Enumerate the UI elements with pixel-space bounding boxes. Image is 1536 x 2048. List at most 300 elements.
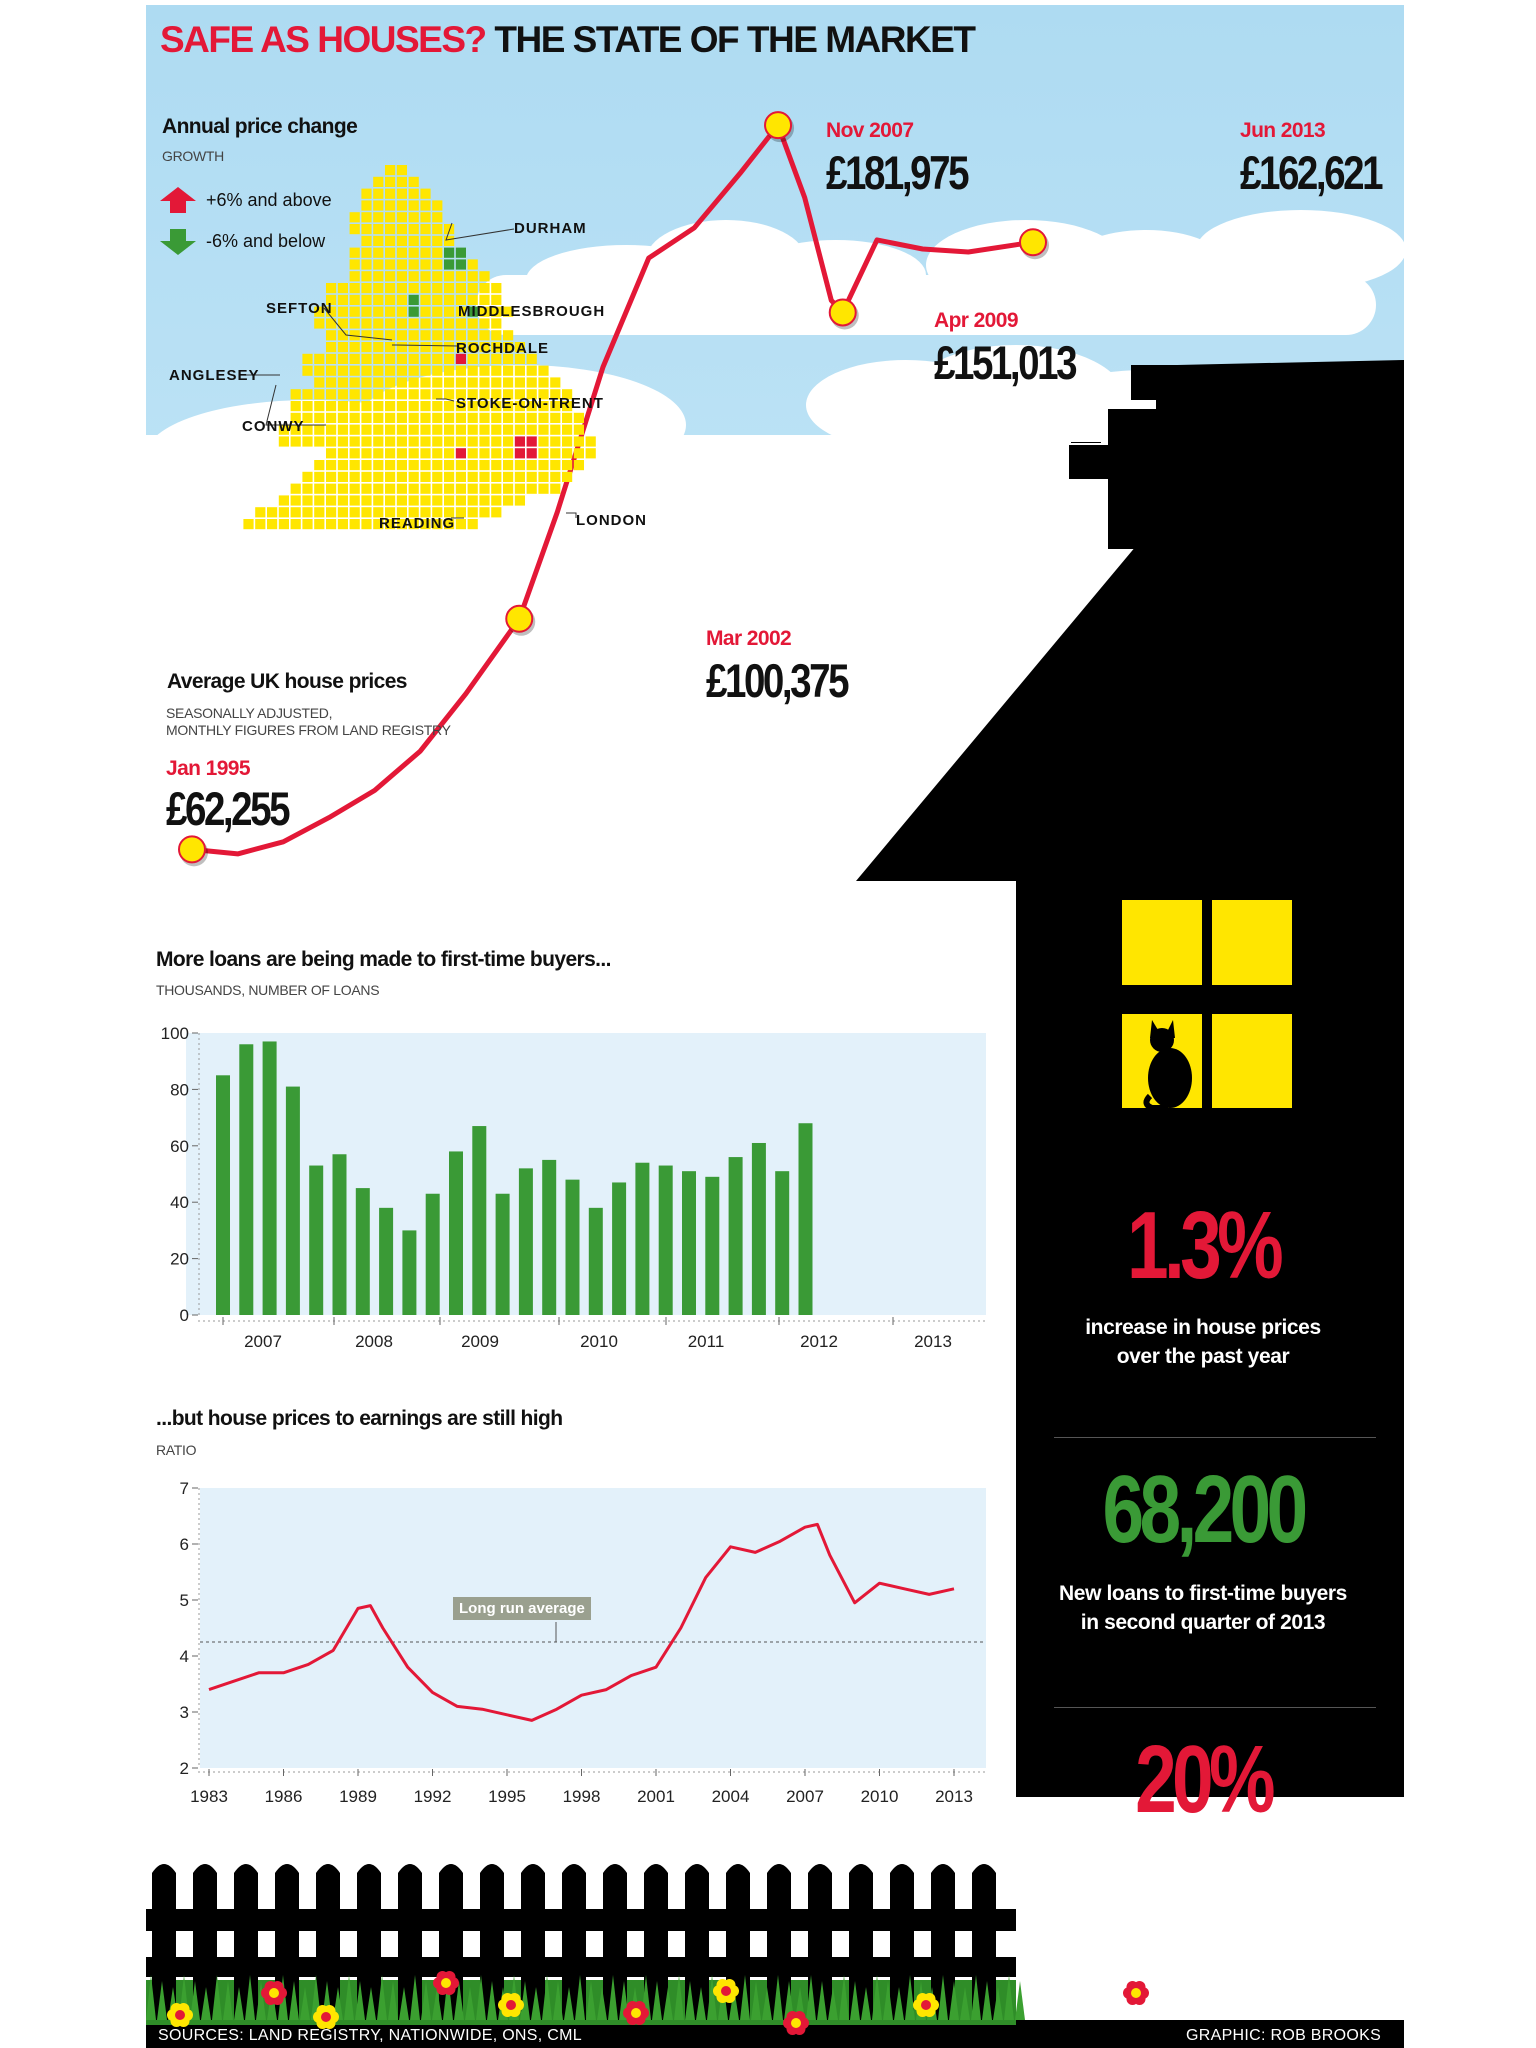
map-cell bbox=[409, 448, 419, 458]
map-cell bbox=[420, 248, 430, 258]
map-cell bbox=[456, 460, 466, 470]
cat-icon bbox=[1140, 1018, 1202, 1108]
map-cell bbox=[456, 519, 466, 529]
map-cell bbox=[397, 307, 407, 317]
loans-bar bbox=[263, 1041, 277, 1315]
map-cell bbox=[361, 236, 371, 246]
map-cell bbox=[397, 425, 407, 435]
map-cell bbox=[350, 495, 360, 505]
map-cell bbox=[515, 413, 525, 423]
ratio-x-tick: 2013 bbox=[935, 1787, 973, 1806]
map-cell bbox=[432, 401, 442, 411]
map-cell bbox=[302, 472, 312, 482]
map-cell bbox=[326, 484, 336, 494]
map-cell bbox=[444, 236, 454, 246]
ratio-x-tick: 1995 bbox=[488, 1787, 526, 1806]
map-cell bbox=[397, 318, 407, 328]
map-cell bbox=[361, 413, 371, 423]
fence-picket bbox=[849, 1864, 873, 2020]
callout-value-apr2009: £151,013 bbox=[934, 336, 1076, 389]
map-cell bbox=[409, 484, 419, 494]
arrow-up-icon bbox=[158, 185, 198, 215]
map-cell bbox=[361, 330, 371, 340]
map-cell bbox=[397, 460, 407, 470]
map-leader-line bbox=[566, 513, 576, 518]
map-cell bbox=[409, 401, 419, 411]
map-cell bbox=[326, 425, 336, 435]
label-conwy: CONWY bbox=[242, 418, 305, 435]
map-cell bbox=[527, 460, 537, 470]
loans-x-tick: 2012 bbox=[800, 1332, 838, 1351]
ratio-y-tick: 3 bbox=[179, 1703, 189, 1722]
map-cell bbox=[444, 425, 454, 435]
map-cell bbox=[574, 413, 584, 423]
loans-bar bbox=[309, 1166, 323, 1315]
map-cell bbox=[420, 236, 430, 246]
arrow-down-icon bbox=[158, 227, 198, 257]
map-cell bbox=[420, 377, 430, 387]
map-cell bbox=[444, 484, 454, 494]
map-cell bbox=[479, 460, 489, 470]
map-cell bbox=[468, 507, 478, 517]
map-cell bbox=[468, 460, 478, 470]
ratio-x-tick: 1986 bbox=[264, 1787, 303, 1806]
map-cell bbox=[432, 425, 442, 435]
map-cell bbox=[527, 436, 537, 446]
loans-bar bbox=[799, 1123, 813, 1315]
fence-and-grass bbox=[146, 1855, 1404, 2048]
loans-bar bbox=[705, 1177, 719, 1315]
map-cell bbox=[291, 495, 301, 505]
map-cell bbox=[385, 472, 395, 482]
map-cell bbox=[491, 448, 501, 458]
loans-chart-title: More loans are being made to first-time buyers... bbox=[156, 948, 611, 971]
map-cell bbox=[397, 495, 407, 505]
map-cell bbox=[385, 259, 395, 269]
map-cell bbox=[338, 507, 348, 517]
map-cell bbox=[468, 259, 478, 269]
map-cell bbox=[314, 354, 324, 364]
loans-bar bbox=[589, 1208, 603, 1315]
map-cell bbox=[385, 389, 395, 399]
map-cell bbox=[444, 330, 454, 340]
map-cell bbox=[267, 507, 277, 517]
title-main: THE STATE OF THE MARKET bbox=[494, 19, 975, 60]
map-cell bbox=[373, 436, 383, 446]
map-cell bbox=[574, 460, 584, 470]
map-cell bbox=[397, 342, 407, 352]
map-cell bbox=[350, 224, 360, 234]
map-cell bbox=[420, 413, 430, 423]
map-cell bbox=[373, 377, 383, 387]
map-cell bbox=[527, 484, 537, 494]
map-cell bbox=[503, 436, 513, 446]
map-cell bbox=[350, 507, 360, 517]
map-cell bbox=[479, 377, 489, 387]
map-cell bbox=[527, 425, 537, 435]
map-cell bbox=[420, 401, 430, 411]
map-cell bbox=[444, 318, 454, 328]
map-cell bbox=[456, 248, 466, 258]
map-cell bbox=[456, 366, 466, 376]
map-cell bbox=[409, 212, 419, 222]
map-cell bbox=[468, 484, 478, 494]
map-cell bbox=[515, 436, 525, 446]
map-cell bbox=[432, 389, 442, 399]
map-cell bbox=[479, 484, 489, 494]
map-cell bbox=[444, 401, 454, 411]
map-cell bbox=[420, 425, 430, 435]
map-cell bbox=[479, 448, 489, 458]
map-cell bbox=[326, 519, 336, 529]
map-cell bbox=[361, 366, 371, 376]
ratio-y-tick: 5 bbox=[179, 1591, 189, 1610]
map-cell bbox=[479, 413, 489, 423]
map-cell bbox=[456, 484, 466, 494]
map-cell bbox=[385, 330, 395, 340]
map-cell bbox=[538, 448, 548, 458]
map-cell bbox=[491, 460, 501, 470]
map-cell bbox=[373, 366, 383, 376]
map-cell bbox=[338, 425, 348, 435]
map-cell bbox=[361, 354, 371, 364]
map-cell bbox=[326, 354, 336, 364]
map-cell bbox=[444, 342, 454, 352]
loans-y-tick: 60 bbox=[170, 1136, 189, 1156]
stat-3-text: The equity loan to first-time buyers of new builds offered by the Government bbox=[1065, 1858, 1341, 1939]
map-cell bbox=[527, 366, 537, 376]
map-cell bbox=[409, 436, 419, 446]
map-cell bbox=[432, 295, 442, 305]
map-cell bbox=[538, 484, 548, 494]
map-cell bbox=[515, 495, 525, 505]
map-cell bbox=[409, 271, 419, 281]
map-cell bbox=[456, 495, 466, 505]
map-cell bbox=[373, 448, 383, 458]
map-cell bbox=[444, 283, 454, 293]
ratio-y-tick: 4 bbox=[179, 1647, 189, 1666]
map-cell bbox=[397, 330, 407, 340]
loans-x-tick: 2011 bbox=[687, 1332, 725, 1351]
map-cell bbox=[444, 366, 454, 376]
map-cell bbox=[385, 401, 395, 411]
map-cell bbox=[350, 283, 360, 293]
label-rochdale: ROCHDALE bbox=[456, 340, 549, 357]
callout-value-mar2002: £100,375 bbox=[706, 654, 848, 707]
map-cell bbox=[373, 283, 383, 293]
map-cell bbox=[361, 189, 371, 199]
map-cell bbox=[385, 224, 395, 234]
map-cell bbox=[444, 377, 454, 387]
map-cell bbox=[479, 366, 489, 376]
map-cell bbox=[420, 366, 430, 376]
map-cell bbox=[397, 401, 407, 411]
map-cell bbox=[361, 224, 371, 234]
map-cell bbox=[550, 448, 560, 458]
map-cell bbox=[420, 484, 430, 494]
map-cell bbox=[361, 318, 371, 328]
map-cell bbox=[432, 330, 442, 340]
map-cell bbox=[456, 413, 466, 423]
divider bbox=[1054, 1707, 1376, 1708]
map-cell bbox=[538, 377, 548, 387]
map-cell bbox=[338, 354, 348, 364]
loans-bar bbox=[333, 1154, 347, 1315]
map-cell bbox=[515, 425, 525, 435]
map-cell bbox=[409, 495, 419, 505]
legend-up: +6% and above bbox=[206, 190, 332, 210]
map-cell bbox=[432, 436, 442, 446]
map-cell bbox=[503, 413, 513, 423]
map-cell bbox=[397, 377, 407, 387]
ratio-x-tick: 1998 bbox=[562, 1787, 601, 1806]
map-cell bbox=[538, 413, 548, 423]
map-cell bbox=[314, 401, 324, 411]
stat-1-text: increase in house prices over the past year bbox=[1085, 1316, 1321, 1368]
map-cell bbox=[373, 271, 383, 281]
map-cell bbox=[479, 330, 489, 340]
map-cell bbox=[361, 295, 371, 305]
map-cell bbox=[432, 236, 442, 246]
price-marker bbox=[179, 836, 205, 862]
map-cell bbox=[409, 283, 419, 293]
map-cell bbox=[550, 472, 560, 482]
map-cell bbox=[491, 366, 501, 376]
map-cell bbox=[267, 519, 277, 529]
map-cell bbox=[279, 507, 289, 517]
map-cell bbox=[373, 177, 383, 187]
map-cell bbox=[385, 448, 395, 458]
loans-y-tick: 80 bbox=[170, 1080, 189, 1100]
map-cell bbox=[491, 472, 501, 482]
map-cell bbox=[444, 436, 454, 446]
loans-bar bbox=[286, 1087, 300, 1315]
map-cell bbox=[420, 283, 430, 293]
map-cell bbox=[468, 448, 478, 458]
map-cell bbox=[350, 448, 360, 458]
map-cell bbox=[456, 259, 466, 269]
map-cell bbox=[361, 389, 371, 399]
map-cell bbox=[385, 189, 395, 199]
map-cell bbox=[373, 425, 383, 435]
map-cell bbox=[420, 472, 430, 482]
loans-chart-subtitle: THOUSANDS, NUMBER OF LOANS bbox=[156, 982, 380, 998]
map-cell bbox=[326, 460, 336, 470]
map-cell bbox=[338, 401, 348, 411]
map-cell bbox=[479, 495, 489, 505]
map-cell bbox=[479, 271, 489, 281]
map-cell bbox=[373, 495, 383, 505]
price-marker bbox=[1020, 229, 1046, 255]
map-cell bbox=[409, 259, 419, 269]
map-cell bbox=[338, 460, 348, 470]
map-cell bbox=[361, 271, 371, 281]
map-cell bbox=[409, 413, 419, 423]
loans-y-tick: 0 bbox=[179, 1306, 189, 1325]
map-cell bbox=[397, 248, 407, 258]
map-cell bbox=[326, 389, 336, 399]
map-cell bbox=[350, 318, 360, 328]
map-cell bbox=[385, 366, 395, 376]
map-cell bbox=[397, 212, 407, 222]
map-cell bbox=[420, 212, 430, 222]
map-cell bbox=[314, 425, 324, 435]
map-cell bbox=[338, 342, 348, 352]
map-cell bbox=[456, 436, 466, 446]
map-cell bbox=[444, 389, 454, 399]
map-cell bbox=[432, 318, 442, 328]
callout-value-nov2007: £181,975 bbox=[826, 146, 968, 199]
map-cell bbox=[409, 354, 419, 364]
map-cell bbox=[456, 472, 466, 482]
map-cell bbox=[350, 248, 360, 258]
map-cell bbox=[444, 495, 454, 505]
map-cell bbox=[420, 224, 430, 234]
grass-blade bbox=[1015, 1981, 1025, 2020]
map-cell bbox=[361, 448, 371, 458]
map-cell bbox=[550, 377, 560, 387]
map-cell bbox=[385, 177, 395, 187]
map-cell bbox=[338, 472, 348, 482]
map-cell bbox=[503, 448, 513, 458]
loans-bar bbox=[752, 1143, 766, 1315]
map-cell bbox=[444, 472, 454, 482]
map-cell bbox=[373, 342, 383, 352]
map-cell bbox=[538, 366, 548, 376]
map-cell bbox=[279, 495, 289, 505]
loans-bar bbox=[216, 1075, 230, 1315]
ratio-x-tick: 1989 bbox=[339, 1787, 377, 1806]
loans-x-tick: 2010 bbox=[580, 1332, 618, 1351]
label-anglesey: ANGLESEY bbox=[169, 367, 260, 384]
map-cell bbox=[420, 271, 430, 281]
map-cell bbox=[420, 295, 430, 305]
map-cell bbox=[302, 519, 312, 529]
label-durham: DURHAM bbox=[514, 220, 587, 237]
map-cell bbox=[361, 472, 371, 482]
map-cell bbox=[350, 425, 360, 435]
map-cell bbox=[503, 425, 513, 435]
map-cell bbox=[491, 484, 501, 494]
map-cell bbox=[291, 436, 301, 446]
map-cell bbox=[409, 236, 419, 246]
map-cell bbox=[468, 472, 478, 482]
map-cell bbox=[291, 401, 301, 411]
map-cell bbox=[255, 519, 265, 529]
map-cell bbox=[326, 330, 336, 340]
map-cell bbox=[361, 495, 371, 505]
map-cell bbox=[444, 271, 454, 281]
map-cell bbox=[361, 519, 371, 529]
map-cell bbox=[361, 283, 371, 293]
map-cell bbox=[373, 472, 383, 482]
map-cell bbox=[491, 507, 501, 517]
loans-bar bbox=[542, 1160, 556, 1315]
map-cell bbox=[361, 377, 371, 387]
map-cell bbox=[538, 472, 548, 482]
map-cell bbox=[338, 436, 348, 446]
map-cell bbox=[550, 425, 560, 435]
stat-2-value: 68,200 bbox=[1102, 1456, 1304, 1563]
map-cell bbox=[444, 448, 454, 458]
map-cell bbox=[326, 413, 336, 423]
map-cell bbox=[338, 495, 348, 505]
title-highlight: SAFE AS HOUSES? bbox=[160, 19, 486, 60]
label-sefton: SEFTON bbox=[266, 300, 333, 317]
map-cell bbox=[326, 507, 336, 517]
map-cell bbox=[361, 425, 371, 435]
map-cell bbox=[397, 236, 407, 246]
map-cell bbox=[432, 413, 442, 423]
map-cell bbox=[409, 318, 419, 328]
map-cell bbox=[444, 259, 454, 269]
map-cell bbox=[409, 460, 419, 470]
map-cell bbox=[350, 354, 360, 364]
loans-y-tick: 100 bbox=[160, 1024, 189, 1043]
map-cell bbox=[291, 389, 301, 399]
map-cell bbox=[432, 495, 442, 505]
map-cell bbox=[350, 519, 360, 529]
map-cell bbox=[432, 448, 442, 458]
map-cell bbox=[326, 472, 336, 482]
map-cell bbox=[338, 295, 348, 305]
map-cell bbox=[432, 354, 442, 364]
map-cell bbox=[373, 413, 383, 423]
price-chart-title: Average UK house prices bbox=[167, 670, 407, 693]
fence-picket bbox=[562, 1864, 586, 2020]
map-cell bbox=[302, 484, 312, 494]
map-cell bbox=[397, 389, 407, 399]
map-cell bbox=[456, 271, 466, 281]
map-cell bbox=[409, 342, 419, 352]
map-cell bbox=[326, 283, 336, 293]
map-cell bbox=[515, 448, 525, 458]
label-stoke: STOKE-ON-TRENT bbox=[456, 395, 604, 412]
loans-bar bbox=[379, 1208, 393, 1315]
map-subtitle: GROWTH bbox=[162, 148, 224, 164]
map-cell bbox=[456, 425, 466, 435]
loans-bar bbox=[426, 1194, 440, 1315]
map-cell bbox=[302, 354, 312, 364]
map-cell bbox=[385, 307, 395, 317]
map-cell bbox=[409, 295, 419, 305]
map-cell bbox=[302, 389, 312, 399]
map-cell bbox=[350, 271, 360, 281]
map-cell bbox=[420, 436, 430, 446]
map-cell bbox=[361, 460, 371, 470]
map-cell bbox=[302, 507, 312, 517]
map-cell bbox=[432, 377, 442, 387]
map-cell bbox=[314, 495, 324, 505]
map-cell bbox=[562, 448, 572, 458]
map-cell bbox=[373, 248, 383, 258]
map-cell bbox=[491, 283, 501, 293]
map-cell bbox=[550, 436, 560, 446]
loans-bar bbox=[239, 1044, 253, 1315]
map-cell bbox=[397, 165, 407, 175]
map-cell bbox=[291, 484, 301, 494]
map-cell bbox=[468, 413, 478, 423]
map-cell bbox=[291, 519, 301, 529]
ratio-x-tick: 2010 bbox=[860, 1787, 899, 1806]
map-cell bbox=[515, 366, 525, 376]
callout-date-nov2007: Nov 2007 bbox=[826, 119, 914, 142]
map-cell bbox=[456, 507, 466, 517]
ratio-x-tick: 1992 bbox=[413, 1787, 452, 1806]
map-cell bbox=[350, 401, 360, 411]
loans-bar bbox=[682, 1171, 696, 1315]
ratio-y-tick: 6 bbox=[179, 1535, 189, 1554]
